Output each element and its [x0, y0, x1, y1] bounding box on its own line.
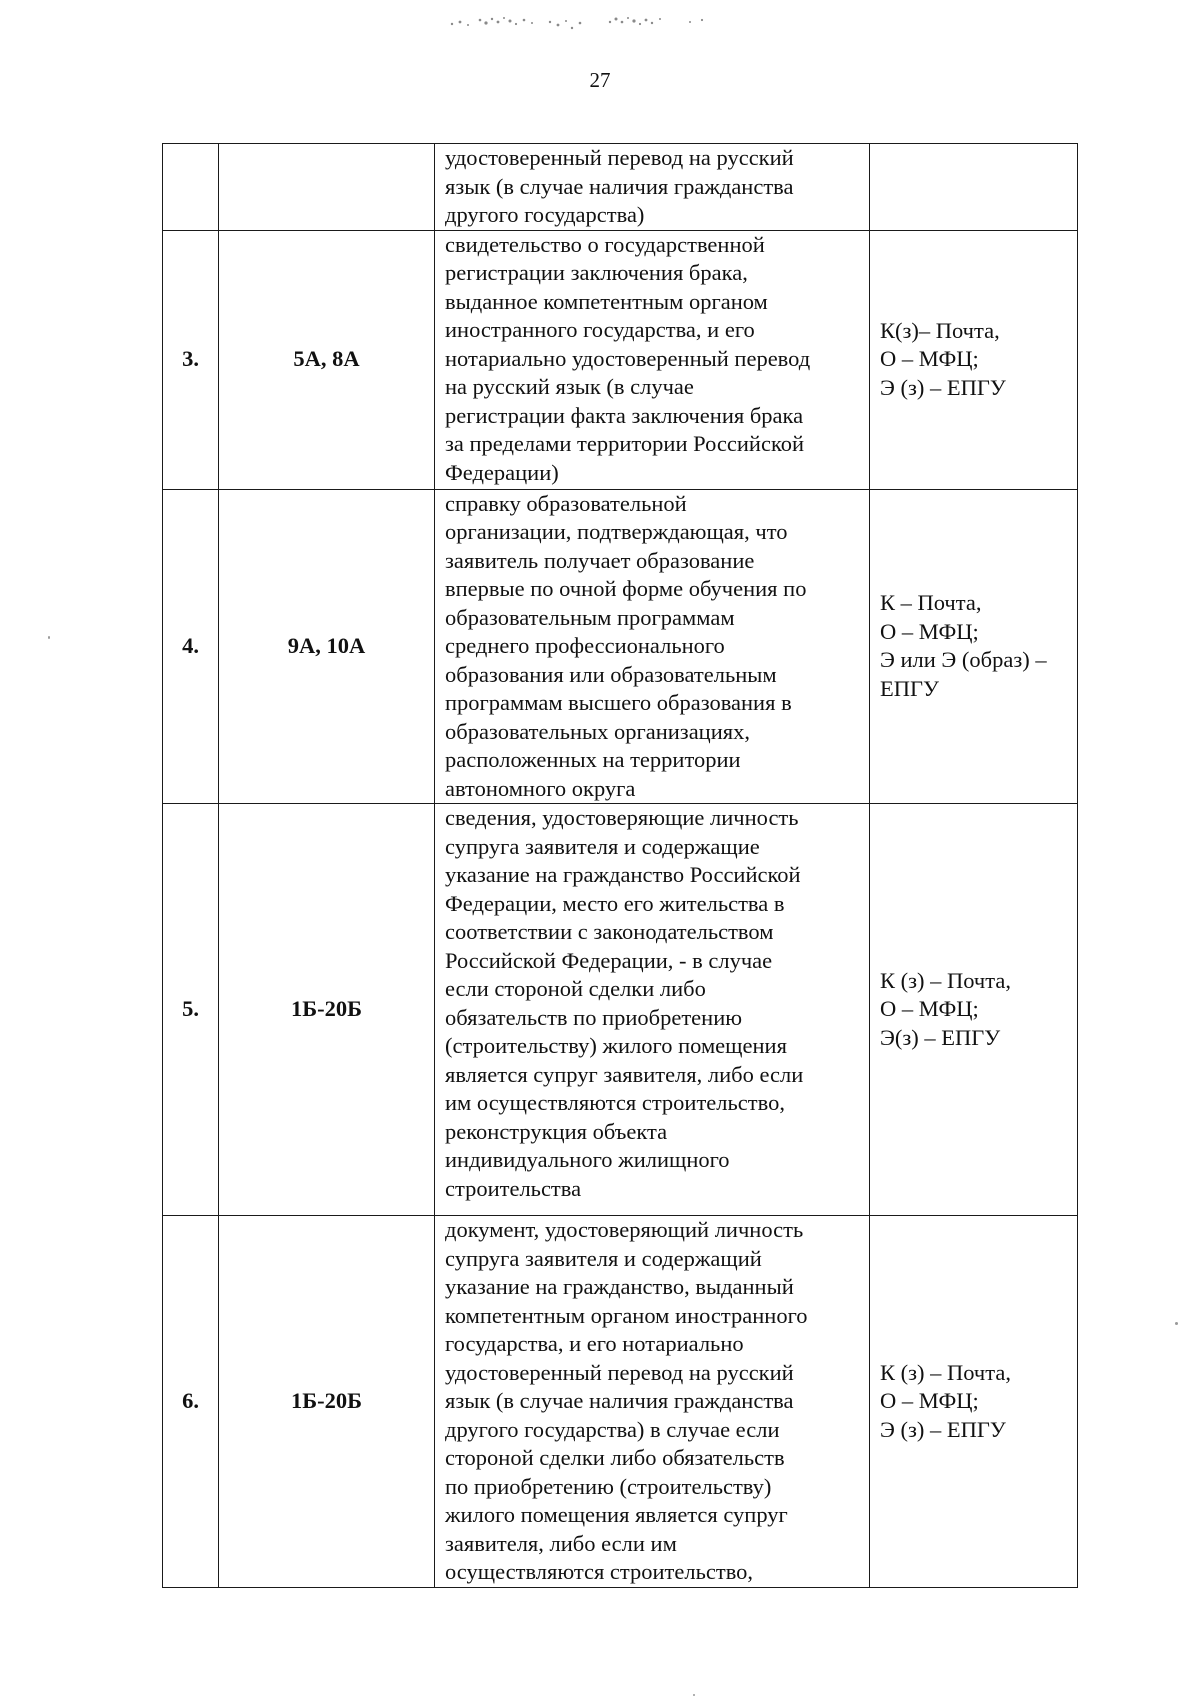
- method-line: К (з) – Почта,: [880, 967, 1011, 993]
- description-line: на русский язык (в случае: [445, 374, 694, 399]
- description-line: Федерации): [445, 459, 559, 485]
- description-line: супруга заявителя и содержащий: [445, 1245, 762, 1271]
- table-row: [163, 1216, 1078, 1588]
- scan-speck: [1175, 1322, 1178, 1325]
- method-line: ЕПГУ: [880, 675, 939, 701]
- row-forms: 5А, 8А: [219, 230, 435, 489]
- description-line: впервые по очной форме обучения по: [445, 576, 807, 601]
- row-description: [435, 489, 870, 804]
- description-line: свидетельство о государственной: [445, 231, 765, 257]
- description-line: нотариально удостоверенный перевод: [445, 345, 811, 371]
- description-line: регистрации факта заключения брака: [445, 402, 804, 428]
- description-line: Российской Федерации, - в случае: [445, 947, 773, 973]
- description-line: язык (в случае наличия гражданства: [445, 1388, 794, 1413]
- documents-table: [162, 143, 1078, 1588]
- description-line: регистрации заключения брака,: [445, 260, 748, 285]
- row-description: [435, 1216, 870, 1588]
- description-line: (строительству) жилого помещения: [445, 1033, 787, 1058]
- description-line: жилого помещения является супруг: [445, 1502, 788, 1527]
- description-line: если стороной сделки либо: [445, 976, 706, 1001]
- description-line: справку образовательной: [445, 490, 687, 516]
- method-line: О – МФЦ;: [880, 346, 979, 372]
- row-description: [435, 230, 870, 489]
- page-number: 27: [589, 68, 611, 92]
- description-line: заявитель получает образование: [445, 547, 755, 573]
- method-line: Э или Э (образ) –: [880, 647, 1047, 673]
- description-line: Федерации, место его жительства в: [445, 890, 785, 916]
- description-line: среднего профессионального: [445, 633, 725, 658]
- table-row: [163, 489, 1078, 804]
- method-line: К – Почта,: [880, 590, 982, 616]
- row-number: 6.: [163, 1216, 219, 1588]
- method-line: О – МФЦ;: [880, 618, 979, 644]
- description-line: другого государства) в случае если: [445, 1416, 780, 1442]
- description-line: другого государства): [445, 202, 645, 227]
- row-description: [435, 804, 870, 1216]
- method-line: К (з) – Почта,: [880, 1359, 1011, 1385]
- row-forms: 9А, 10А: [219, 489, 435, 804]
- scan-speck: [48, 636, 50, 639]
- description-line: автономного округа: [445, 775, 636, 801]
- description-line: по приобретению (строительству): [445, 1473, 772, 1499]
- description-line: заявителя, либо если им: [445, 1530, 677, 1556]
- description-line: реконструкция объекта: [445, 1118, 668, 1144]
- description-line: является супруг заявителя, либо если: [445, 1061, 804, 1087]
- description-line: выданное компетентным органом: [445, 288, 768, 314]
- description-line: индивидуального жилищного: [445, 1147, 730, 1172]
- description-line: образования или образовательным: [445, 661, 777, 687]
- row-submission-method: [870, 1216, 1078, 1588]
- scan-speck: [693, 1694, 695, 1696]
- row-submission-method: [870, 144, 1078, 231]
- description-line: стороной сделки либо обязательств: [445, 1445, 785, 1470]
- description-line: осуществляются строительство,: [445, 1559, 754, 1584]
- description-line: строительства: [445, 1175, 582, 1201]
- row-submission-method: [870, 489, 1078, 804]
- description-line: организации, подтверждающая, что: [445, 519, 788, 544]
- description-line: образовательных организациях,: [445, 718, 750, 744]
- description-line: супруга заявителя и содержащие: [445, 833, 760, 859]
- description-line: язык (в случае наличия гражданства: [445, 173, 794, 199]
- description-line: расположенных на территории: [445, 747, 741, 772]
- description-line: государства, и его нотариально: [445, 1331, 744, 1356]
- description-line: за пределами территории Российской: [445, 431, 805, 456]
- method-line: Э (з) – ЕПГУ: [880, 374, 1006, 400]
- row-forms: 1Б-20Б: [219, 804, 435, 1216]
- row-number: [163, 144, 219, 231]
- row-number: 5.: [163, 804, 219, 1216]
- description-line: обязательств по приобретению: [445, 1004, 743, 1030]
- description-line: программам высшего образования в: [445, 690, 792, 715]
- table-row: [163, 804, 1078, 1216]
- description-line: удостоверенный перевод на русский: [445, 1359, 794, 1385]
- row-forms: 1Б-20Б: [219, 1216, 435, 1588]
- method-line: О – МФЦ;: [880, 1388, 979, 1413]
- description-line: сведения, удостоверяющие личность: [445, 805, 799, 830]
- description-line: соответствии с законодательством: [445, 919, 774, 944]
- description-line: им осуществляются строительство,: [445, 1090, 785, 1115]
- description-line: образовательным программам: [445, 604, 735, 630]
- description-line: компетентным органом иностранного: [445, 1302, 808, 1328]
- row-submission-method: [870, 804, 1078, 1216]
- row-forms: [219, 144, 435, 231]
- description-line: документ, удостоверяющий личность: [445, 1217, 804, 1242]
- method-line: Э(з) – ЕПГУ: [880, 1024, 1001, 1050]
- scan-noise-mark: [440, 10, 740, 36]
- method-line: Э (з) – ЕПГУ: [880, 1416, 1006, 1442]
- description-line: указание на гражданство, выданный: [445, 1274, 794, 1299]
- description-line: иностранного государства, и его: [445, 317, 755, 342]
- description-line: удостоверенный перевод на русский: [445, 145, 794, 170]
- method-line: О – МФЦ;: [880, 996, 979, 1022]
- row-submission-method: [870, 230, 1078, 489]
- table-row: [163, 230, 1078, 489]
- table-row: [163, 144, 1078, 231]
- description-line: указание на гражданство Российской: [445, 862, 801, 887]
- row-number: 3.: [163, 230, 219, 489]
- row-description: [435, 144, 870, 231]
- method-line: К(з)– Почта,: [880, 317, 1000, 343]
- row-number: 4.: [163, 489, 219, 804]
